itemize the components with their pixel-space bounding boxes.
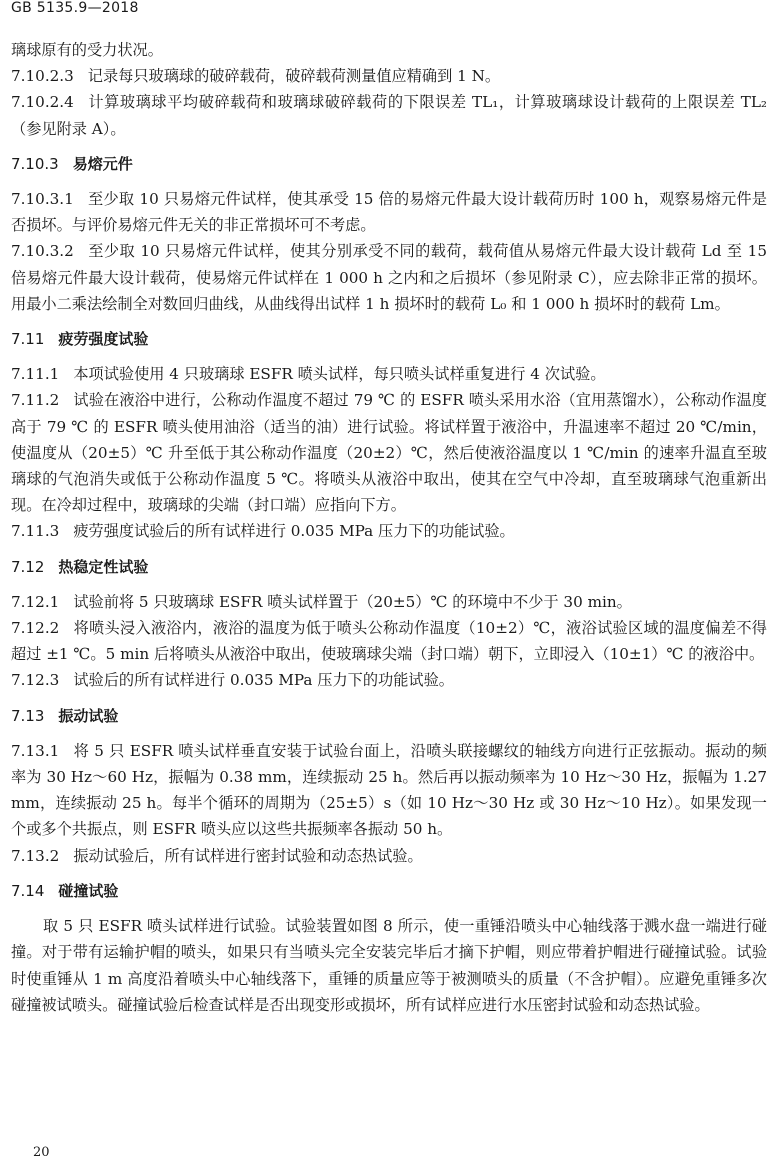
clause-paragraph: [11, 913, 767, 1018]
standard-header: GB 5135.9—2018: [11, 0, 139, 16]
clause-text: 疲劳强度试验: [58, 330, 149, 349]
clause-text: 试验在液浴中进行，公称动作温度不超过 79 ℃ 的 ESFR 喷头采用水浴（宜用蒸馏水），公称动作温度高于 79 ℃ 的 ESFR 喷头使用油浴（适当的油）进行试验。将试样置于液浴中，升温速率不超过 20 ℃/min，使温度从（20±5）℃ 升至低于其公称动作温度（20±2）℃，然后使液浴温度以 1 ℃/min 的速率升温直至玻璃球的气泡消失或低于公称动作温度 5 ℃。将喷头从液浴中取出，使其在空气中冷却，直至玻璃球气泡重新出现。在冷却过程中，玻璃球的尖端（封口端）应指向下方。: [11, 391, 767, 515]
clause-number: 7.11.1: [11, 365, 60, 384]
clause-text: 璃球原有的受力状况。: [11, 41, 163, 59]
clause-text: 热稳定性试验: [58, 557, 149, 576]
section-heading: [11, 878, 767, 904]
clause-text: 将 5 只 ESFR 喷头试样垂直安装于试验台面上，沿喷头联接螺纹的轴线方向进行正弦振动。振动的频率为 30 Hz～60 Hz，振幅为 0.38 mm，连续振动 25 h。然后再以振动频率为 10 Hz～30 Hz，振幅为 1.27 mm，连续振动 25 h。每半个循环的周期为（25±5）s（如 10 Hz～30 Hz 或 30 Hz～10 Hz）。如果发现一个或多个共振点，则 ESFR 喷头应以这些共振频率各振动 50 h。: [11, 741, 767, 839]
clause-text: 计算玻璃球平均破碎载荷和玻璃球破碎载荷的下限误差 TL₁，计算玻璃球设计载荷的上限误差 TL₂（参见附录 A）。: [11, 93, 767, 138]
clause-number: 7.12.3: [11, 671, 60, 690]
clause-text: 至少取 10 只易熔元件试样，使其承受 15 倍的易熔元件最大设计载荷历时 100 h，观察易熔元件是否损坏。与评价易熔元件无关的非正常损坏可不考虑。: [11, 190, 767, 235]
clause-text: 至少取 10 只易熔元件试样，使其分别承受不同的载荷，载荷值从易熔元件最大设计载荷 Ld 至 15 倍易熔元件最大设计载荷，使易熔元件试样在 1 000 h 之内和之后损坏（参见附录 C），应去除非正常的损坏。用最小二乘法绘制全对数回归曲线，从曲线得出试样 1 h 损坏时的载荷 L₀ 和 1 000 h 损坏时的载荷 Lm。: [11, 242, 767, 313]
clause-number: 7.12.2: [11, 619, 60, 638]
clause-text: 振动试验后，所有试样进行密封试验和动态热试验。: [73, 846, 423, 865]
clause-number: 7.14: [11, 881, 45, 900]
clause-text: 碰撞试验: [58, 881, 119, 900]
clause-paragraph: [11, 589, 767, 615]
clause-text: 试验前将 5 只玻璃球 ESFR 喷头试样置于（20±5）℃ 的环境中不少于 30 min。: [73, 592, 632, 611]
clause-number: 7.10.2.3: [11, 67, 74, 86]
clause-text: 将喷头浸入液浴内，液浴的温度为低于喷头公称动作温度（10±2）℃，液浴试验区域的温度偏差不得超过 ±1 ℃。5 min 后将喷头从液浴中取出，使玻璃球尖端（封口端）朝下，立即浸入（10±1）℃ 的液浴中。: [11, 619, 767, 664]
clause-text: 振动试验: [58, 706, 119, 725]
clause-paragraph: [11, 667, 767, 693]
clause-number: 7.10.3.2: [11, 242, 74, 261]
clause-number: 7.12: [11, 557, 45, 576]
clause-paragraph: [11, 738, 767, 843]
clause-number: 7.13.1: [11, 741, 60, 760]
clause-text: 试验后的所有试样进行 0.035 MPa 压力下的功能试验。: [73, 671, 454, 690]
page-number: 20: [33, 1145, 50, 1160]
clause-paragraph: [11, 387, 767, 518]
section-heading: [11, 326, 767, 352]
clause-number: 7.12.1: [11, 592, 60, 611]
clause-paragraph: [11, 89, 767, 141]
clause-text: 易熔元件: [72, 154, 133, 173]
clause-paragraph: [11, 518, 767, 544]
clause-number: 7.10.3: [11, 154, 59, 173]
section-heading: [11, 554, 767, 580]
document-body: [11, 37, 767, 1018]
clause-paragraph: [11, 615, 767, 667]
clause-number: 7.10.2.4: [11, 93, 74, 112]
clause-paragraph: [11, 238, 767, 317]
clause-number: 7.11.2: [11, 391, 60, 410]
clause-paragraph: [11, 63, 767, 89]
clause-text: 本项试验使用 4 只玻璃球 ESFR 喷头试样，每只喷头试样重复进行 4 次试验。: [73, 365, 606, 384]
clause-number: 7.10.3.1: [11, 190, 74, 209]
clause-number: 7.11: [11, 330, 45, 349]
clause-paragraph: [11, 37, 767, 63]
clause-number: 7.13: [11, 706, 45, 725]
clause-text: 记录每只玻璃球的破碎载荷，破碎载荷测量值应精确到 1 N。: [87, 67, 501, 86]
clause-paragraph: [11, 186, 767, 238]
clause-paragraph: [11, 843, 767, 869]
clause-text: 取 5 只 ESFR 喷头试样进行试验。试验装置如图 8 所示，使一重锤沿喷头中心轴线落于溅水盘一端进行碰撞。对于带有运输护帽的喷头，如果只有当喷头完全安装完毕后才摘下护帽，则应带着护帽进行碰撞试验。试验时使重锤从 1 m 高度沿着喷头中心轴线落下，重锤的质量应等于被测喷头的质量（不含护帽）。应避免重锤多次碰撞被试喷头。碰撞试验后检查试样是否出现变形或损坏，所有试样应进行水压密封试验和动态热试验。: [11, 917, 767, 1014]
clause-paragraph: [11, 361, 767, 387]
section-heading: [11, 151, 767, 177]
clause-number: 7.11.3: [11, 522, 60, 541]
section-heading: [11, 703, 767, 729]
clause-number: 7.13.2: [11, 846, 60, 865]
clause-text: 疲劳强度试验后的所有试样进行 0.035 MPa 压力下的功能试验。: [73, 522, 515, 541]
